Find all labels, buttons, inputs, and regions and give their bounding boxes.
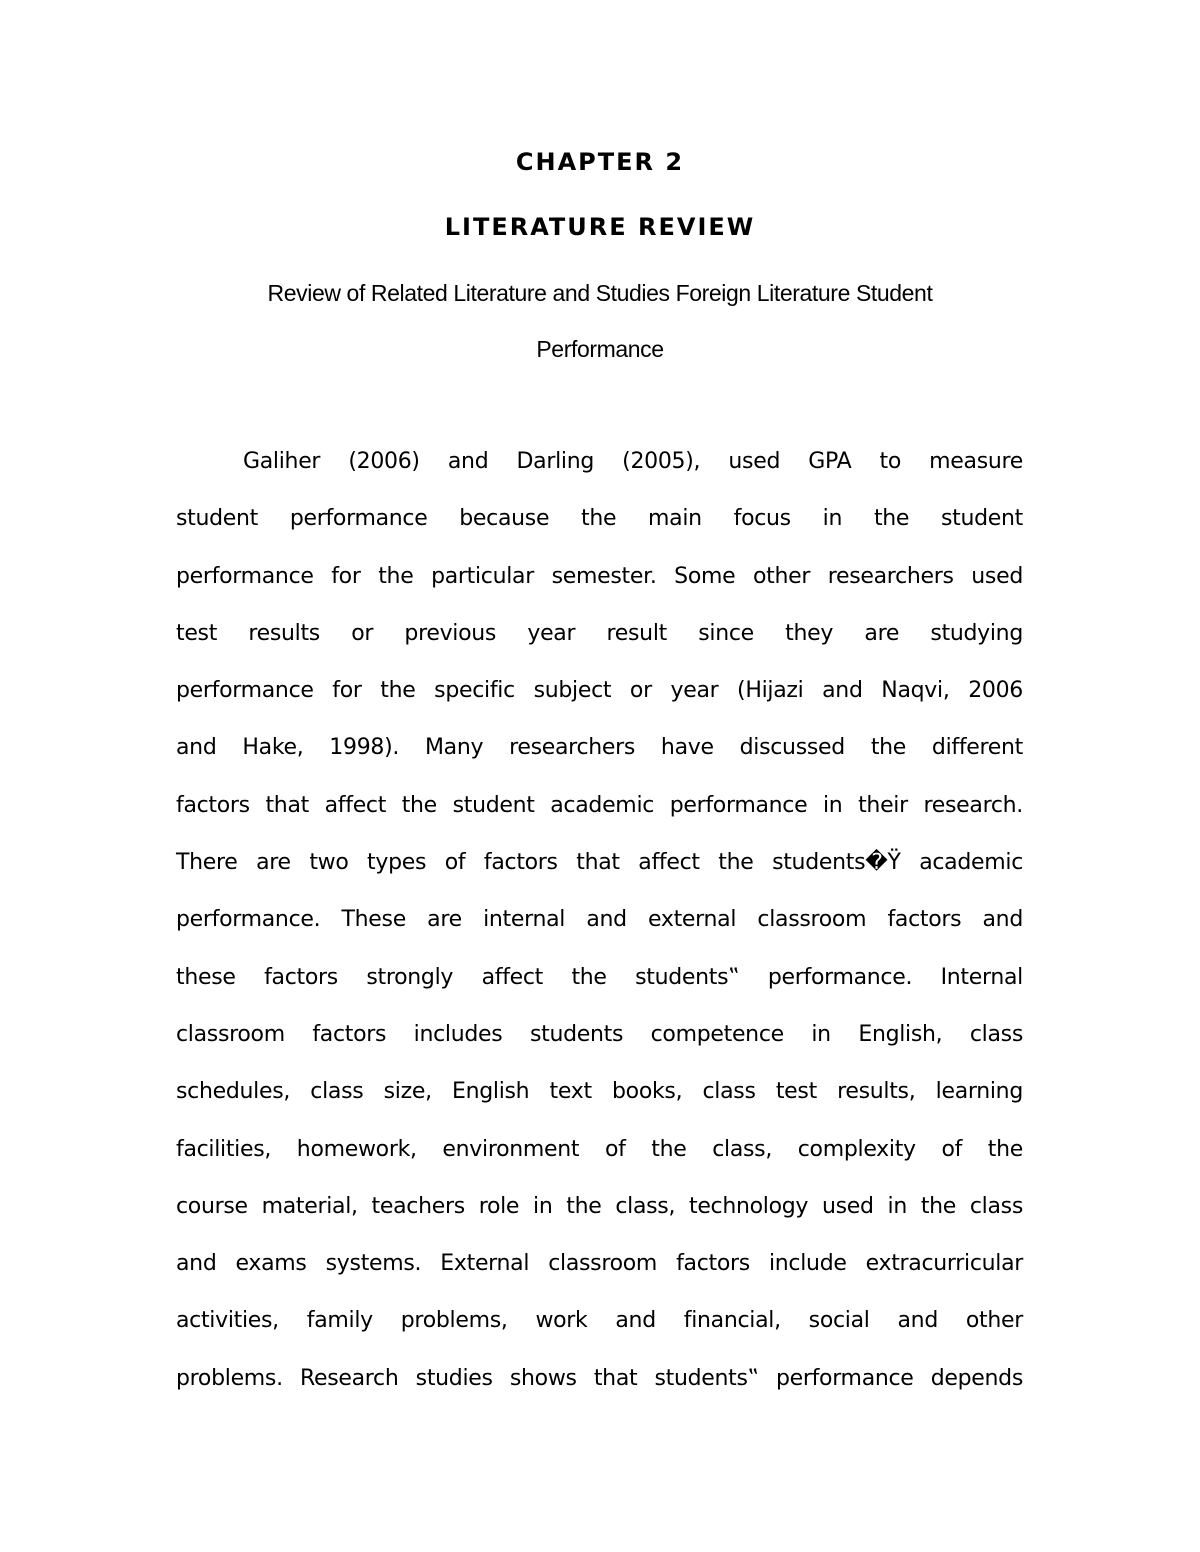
chapter-heading: CHAPTER 2 <box>515 148 685 176</box>
subtitle-line: Review of Related Literature and Studies Foreign Literature Student <box>267 280 933 306</box>
paragraph-line: these factors strongly affect the students‟ performance. Internal <box>176 964 1023 990</box>
paragraph-line: facilities, homework, environment of the class, complexity of the <box>176 1136 1023 1162</box>
paragraph-line: activities, family problems, work and financial, social and other <box>176 1308 1023 1334</box>
paragraph-line: classroom factors includes students competence in English, class <box>176 1021 1023 1047</box>
subtitle-line: Performance <box>536 336 664 362</box>
paragraph-line: and exams systems. External classroom factors include extracurricular <box>176 1251 1023 1277</box>
paragraph-line: schedules, class size, English text books, class test results, learning <box>176 1079 1023 1105</box>
paragraph-line: performance. These are internal and external classroom factors and <box>176 907 1023 933</box>
paragraph-line: Galiher (2006) and Darling (2005), used GPA to measure <box>243 449 1023 474</box>
paragraph-line: There are two types of factors that affect the students�Ÿ academic <box>176 850 1023 876</box>
section-title: LITERATURE REVIEW <box>444 213 756 241</box>
paragraph-line: and Hake, 1998). Many researchers have discussed the different <box>176 735 1023 761</box>
paragraph-line: factors that affect the student academic performance in their research. <box>176 792 1023 818</box>
paragraph-line: performance for the particular semester. Some other researchers used <box>176 563 1023 589</box>
paragraph-line: student performance because the main focus in the student <box>176 506 1023 532</box>
paragraph-line: course material, teachers role in the class, technology used in the class <box>176 1193 1023 1219</box>
body-paragraph <box>176 448 1023 1422</box>
paragraph-line: performance for the specific subject or year (Hijazi and Naqvi, 2006 <box>176 678 1023 704</box>
paragraph-line: problems. Research studies shows that students‟ performance depends <box>176 1365 1023 1391</box>
paragraph-line: test results or previous year result since they are studying <box>176 620 1023 646</box>
